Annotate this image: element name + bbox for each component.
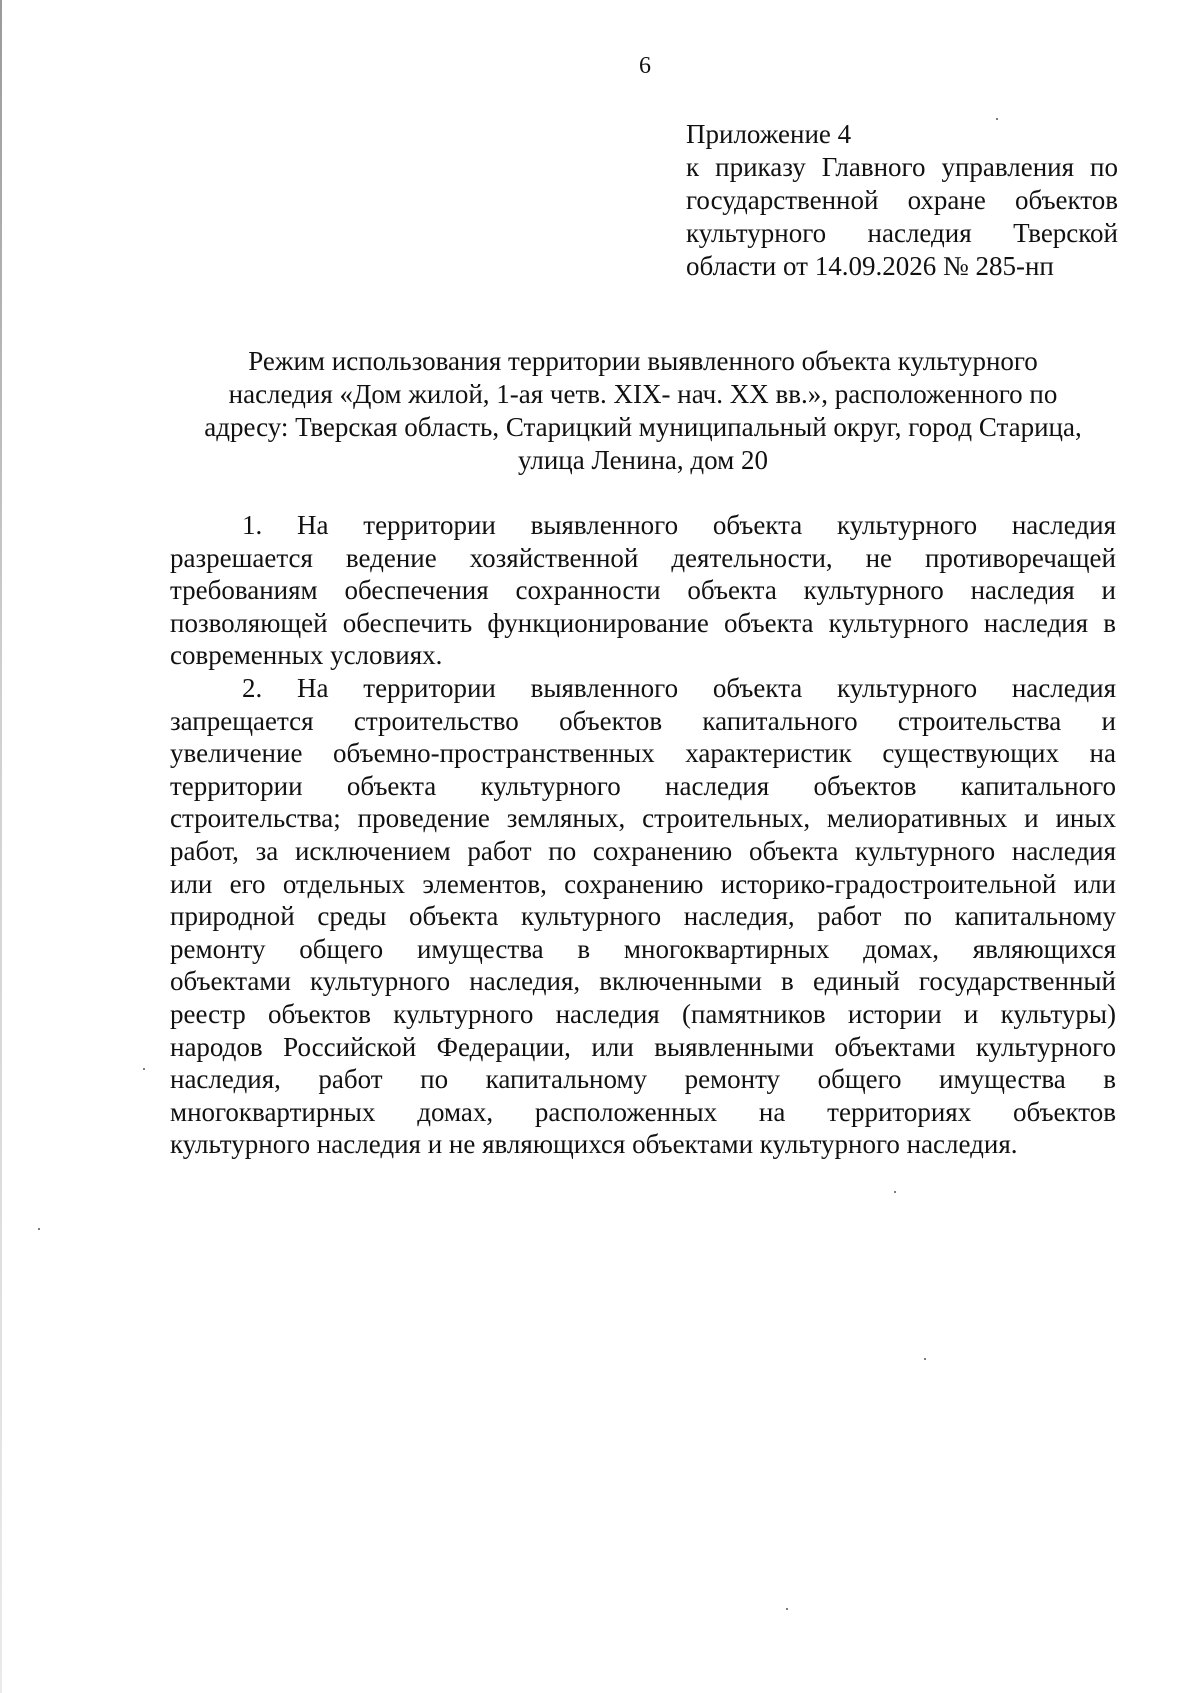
scan-speck: [924, 1358, 926, 1360]
appendix-line: культурного наследия Тверской: [686, 218, 1118, 248]
paragraph-2: [170, 672, 1116, 1161]
title-line: улица Ленина, дом 20: [518, 445, 768, 475]
paragraph-line: строительства; проведение земляных, строительных, мелиоративных и иных: [170, 803, 1116, 834]
title-line: Режим использования территории выявленного объекта культурного: [248, 346, 1038, 376]
paragraph-line: запрещается строительство объектов капитального строительства и: [170, 705, 1116, 736]
scan-edge: [0, 0, 2, 1693]
paragraph-line: ремонту общего имущества в многоквартирных домах, являющихся: [170, 933, 1116, 964]
scan-speck: [996, 118, 998, 120]
scan-speck: [786, 1608, 788, 1610]
paragraph-line: современных условиях.: [170, 640, 443, 671]
scan-speck: [38, 1228, 40, 1230]
paragraph-line: объектами культурного наследия, включенными в единый государственный: [170, 966, 1116, 997]
document-body: [170, 509, 1116, 1161]
paragraph-line: 2. На территории выявленного объекта культурного наследия: [242, 672, 1116, 703]
paragraph-line: работ, за исключением работ по сохранению объекта культурного наследия: [170, 835, 1116, 866]
page-number: 6: [639, 53, 651, 79]
paragraph-line: разрешается ведение хозяйственной деятельности, не противоречащей: [170, 542, 1116, 573]
appendix-line: к приказу Главного управления по: [686, 152, 1118, 182]
paragraph-line: 1. На территории выявленного объекта культурного наследия: [242, 510, 1116, 540]
scan-speck: [143, 1068, 145, 1070]
paragraph-line: позволяющей обеспечить функционирование объекта культурного наследия в: [170, 607, 1116, 638]
paragraph-line: народов Российской Федерации, или выявленными объектами культурного: [170, 1031, 1116, 1062]
appendix-line: области от 14.09.2026 № 285-нп: [686, 251, 1054, 281]
appendix-line: государственной охране объектов: [686, 185, 1118, 215]
appendix-line: Приложение 4: [686, 119, 852, 149]
paragraph-line: территории объекта культурного наследия объектов капитального: [170, 770, 1116, 801]
title-line: наследия «Дом жилой, 1-ая четв. XIX- нач. XX вв.», расположенного по: [228, 379, 1058, 409]
paragraph-line: требованиям обеспечения сохранности объекта культурного наследия и: [170, 575, 1116, 606]
document-title: [170, 345, 1116, 477]
scan-speck: [894, 1191, 896, 1193]
paragraph-line: культурного наследия и не являющихся объектами культурного наследия.: [170, 1129, 1018, 1160]
paragraph-line: или его отдельных элементов, сохранению историко-градостроительной или: [170, 868, 1116, 899]
paragraph-line: увеличение объемно-пространственных характеристик существующих на: [170, 738, 1116, 769]
paragraph-line: природной среды объекта культурного наследия, работ по капитальному: [170, 901, 1116, 932]
appendix-header: [686, 118, 1118, 283]
paragraph-line: многоквартирных домах, расположенных на территориях объектов: [170, 1096, 1116, 1127]
paragraph-line: реестр объектов культурного наследия (памятников истории и культуры): [170, 998, 1116, 1029]
paragraph-1: [170, 509, 1116, 672]
title-line: адресу: Тверская область, Старицкий муниципальный округ, город Старица,: [204, 412, 1082, 442]
paragraph-line: наследия, работ по капитальному ремонту общего имущества в: [170, 1064, 1116, 1095]
